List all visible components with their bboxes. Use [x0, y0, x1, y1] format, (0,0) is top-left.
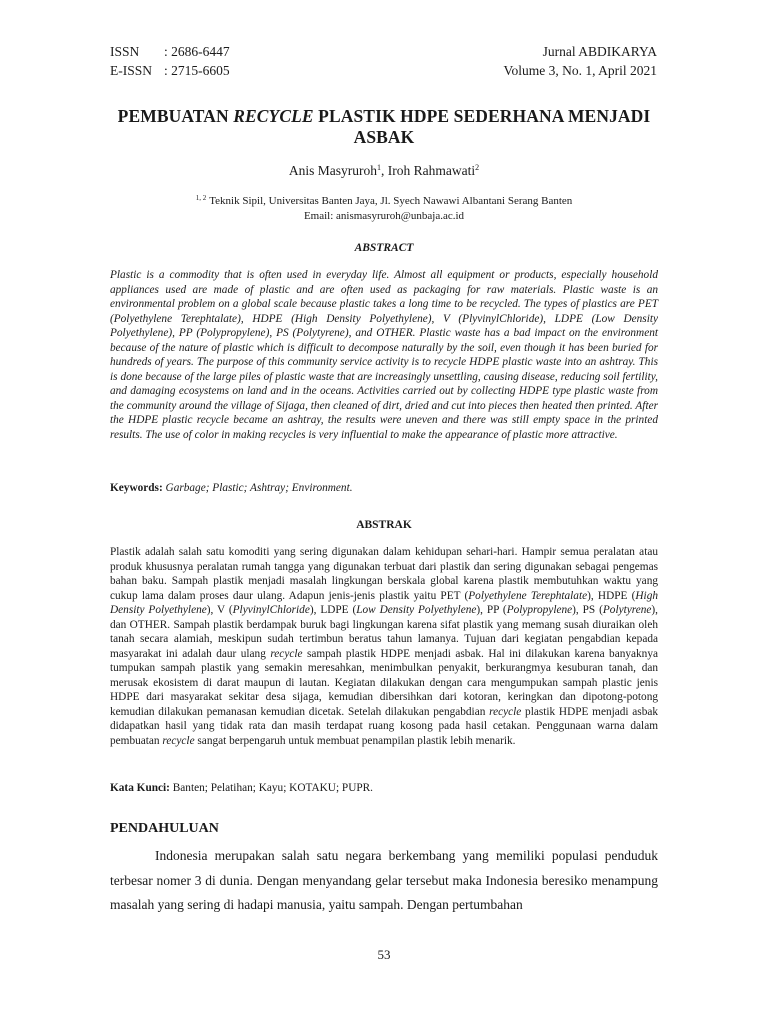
journal-volume: Volume 3, No. 1, April 2021	[503, 63, 657, 78]
eissn-value: : 2715-6605	[164, 63, 230, 78]
abstrak-run-9: plastik HDPE menjadi asbak didapatkan hasil yang tidak rata dan masih terdapat ruang kosong pada hasil cetakan. Penggunaan warna dalam pembuatan	[110, 705, 659, 747]
keywords-id	[110, 782, 658, 794]
journal-block	[503, 42, 657, 80]
author-separator: ,	[381, 163, 388, 178]
affiliation-sup: 1, 2	[195, 194, 207, 202]
keywords-en-value: Garbage; Plastic; Ashtray; Environment.	[162, 482, 353, 494]
abstrak-run-4: ), LDPE (	[309, 604, 357, 616]
abstrak-run-2: ), HDPE (	[587, 589, 636, 602]
affiliation-email: Email: anismasyruroh@unbaja.ac.id	[303, 209, 465, 222]
abstrak-run-1: Plastik adalah salah satu komoditi yang sering digunakan dalam kehidupan sehari-hari. Hampir semua peralatan atau produk khususnya peralatan rumah tangga yang digunakan terbuat dari plastik dan sering digunakan sebagai pengemas bahan baku. Sampah plastik menjadi masalah lingkungan berskala global karena plastik membutuhkan waktu yang cukup lama dalam proses daur ulang. Adapun jenis-jenis plastik yaitu PET (	[110, 546, 658, 602]
abstrak-run-6: ), PS (	[572, 604, 603, 616]
abstrak-run-8: sampah plastik HDPE menjadi asbak. Hal ini dilakukan karena banyaknya tumpukan sampah plastik yang semakin meresahkan, menimbulkan penyakit, berkurangmya kesuburan tanah, dan merusak ekosistem di darat maupun di lautan. Kegiatan dilakukan dengan cara mengumpukan sampah plastic jenis HDPE dari masyarakat sekitar desa sijaga, kemudian dibersihkan dari kotoran, keringkan dan dipotong-potong kemudian dilakukan pemanasan kemudian dicetak. Setelah dilakukan pengabdian	[110, 647, 658, 718]
abstrak-italic-7: recycle	[270, 647, 303, 660]
abstrak-italic-3: PlyvinylChloride	[232, 604, 310, 616]
eissn-line	[110, 61, 230, 80]
keywords-en	[110, 482, 658, 494]
abstrak-run-5: ), PP (	[476, 604, 507, 616]
keywords-id-value: Banten; Pelatihan; Kayu; KOTAKU; PUPR.	[169, 782, 373, 794]
issn-label: ISSN	[110, 44, 140, 59]
abstract-id-text	[110, 545, 658, 748]
abstrak-italic-8: recycle	[489, 705, 522, 718]
affiliation-line	[110, 191, 658, 209]
abstrak-italic-6: Polytyrene	[602, 604, 652, 616]
abstrak-run-7: ), dan OTHER. Sampah plastik berdampak buruk bagi lingkungan karena sifat plastik yang memang susah diuraikan oleh tanah secara alamiah, meskipun sudah tertimbun beratus tahun lamanya. Tujuan dari kegiatan pengabdian kepada masyarakat ini adalah daur ulang	[110, 604, 658, 660]
page-number: 53	[377, 947, 391, 962]
title-italic: RECYCLE	[233, 106, 314, 126]
affiliation-text: Teknik Sipil, Universitas Banten Jaya, Jl. Syech Nawawi Albantani Serang Banten	[209, 195, 573, 207]
abstrak-run-3: ), V (	[206, 604, 233, 616]
abstrak-run-10: sangat berpengaruh untuk membuat penampilan plastik lebih menarik.	[194, 734, 516, 747]
abstrak-italic-5: Polypropylene	[506, 604, 573, 616]
affiliation	[110, 191, 658, 223]
keywords-en-label: Keywords:	[110, 482, 163, 494]
author-1-sup: 1	[377, 163, 381, 172]
issn-value: : 2686-6447	[164, 44, 230, 59]
section-heading-intro: PENDAHULUAN	[110, 821, 219, 836]
abstract-en-heading: ABSTRACT	[354, 242, 414, 254]
issn-block	[110, 42, 230, 80]
abstract-en-text: Plastic is a commodity that is often used in everyday life. Almost all equipment or products, especially household appliances used are made of plastic and are often used as packaging for raw materials. Plastic waste is an environmental problem on a global scale because plastic takes a long time to be recycled. The types of plastics are PET (Polyethylene Terephtalate), HDPE (High Density Polyethylene), V (PlyvinylChloride), LDPE (Low Density Polyethylene), PP (Polypropylene), PS (Polytyrene), and OTHER. Plastic waste has a bad impact on the environment because of the nature of plastic which is difficult to decompose naturally by the soil, even though it has been buried for hundreds of years. The purpose of this community service activity is to recycle HDPE plastic waste into an ashtray. This is done because of the large piles of plastic waste that are increasingly unsettling, causing disease, reducing soil fertility, and damaging ecosystems on land and in the oceans. Activities carried out by collecting HDPE type plastic waste from the community around the village of Sijaga, then cleaned of dirt, dried and cut into pieces then heated then printed. After the HDPE plastic recycle became an ashtray, the results were uneven and there was still empty space in the printed results. The use of color in making recycles is very influential to make the appearance of plastic more attractive.	[110, 269, 658, 441]
issn-line	[110, 42, 230, 61]
abstrak-italic-4: Low Density Polyethylene	[356, 604, 477, 616]
abstrak-italic-1: Polyethylene Terephtalate	[468, 589, 588, 602]
abstrak-italic-2: High Density Polyethylene	[110, 589, 658, 616]
author-list	[110, 163, 658, 179]
author-1: Anis Masyruroh	[288, 163, 377, 178]
title-part1: PEMBUATAN	[117, 106, 234, 126]
title-part2: PLASTIK HDPE SEDERHANA MENJADI ASBAK	[313, 106, 651, 147]
paper-title	[110, 106, 658, 148]
author-2-sup: 2	[475, 163, 480, 172]
intro-paragraph: Indonesia merupakan salah satu negara berkembang yang memiliki populasi penduduk terbesar nomer 3 di dunia. Dengan menyandang gelar tersebut maka Indonesia beresiko menampung masalah yang sering di hadapi manusia, yaitu sampah. Dengan pertumbahan	[110, 848, 658, 912]
journal-name: Jurnal ABDIKARYA	[542, 44, 657, 59]
eissn-label: E-ISSN	[110, 63, 153, 78]
author-2: Iroh Rahmawati	[387, 163, 476, 178]
keywords-id-label: Kata Kunci:	[110, 782, 170, 794]
abstrak-italic-9: recycle	[162, 734, 195, 747]
abstract-id-heading: ABSTRAK	[356, 519, 412, 531]
